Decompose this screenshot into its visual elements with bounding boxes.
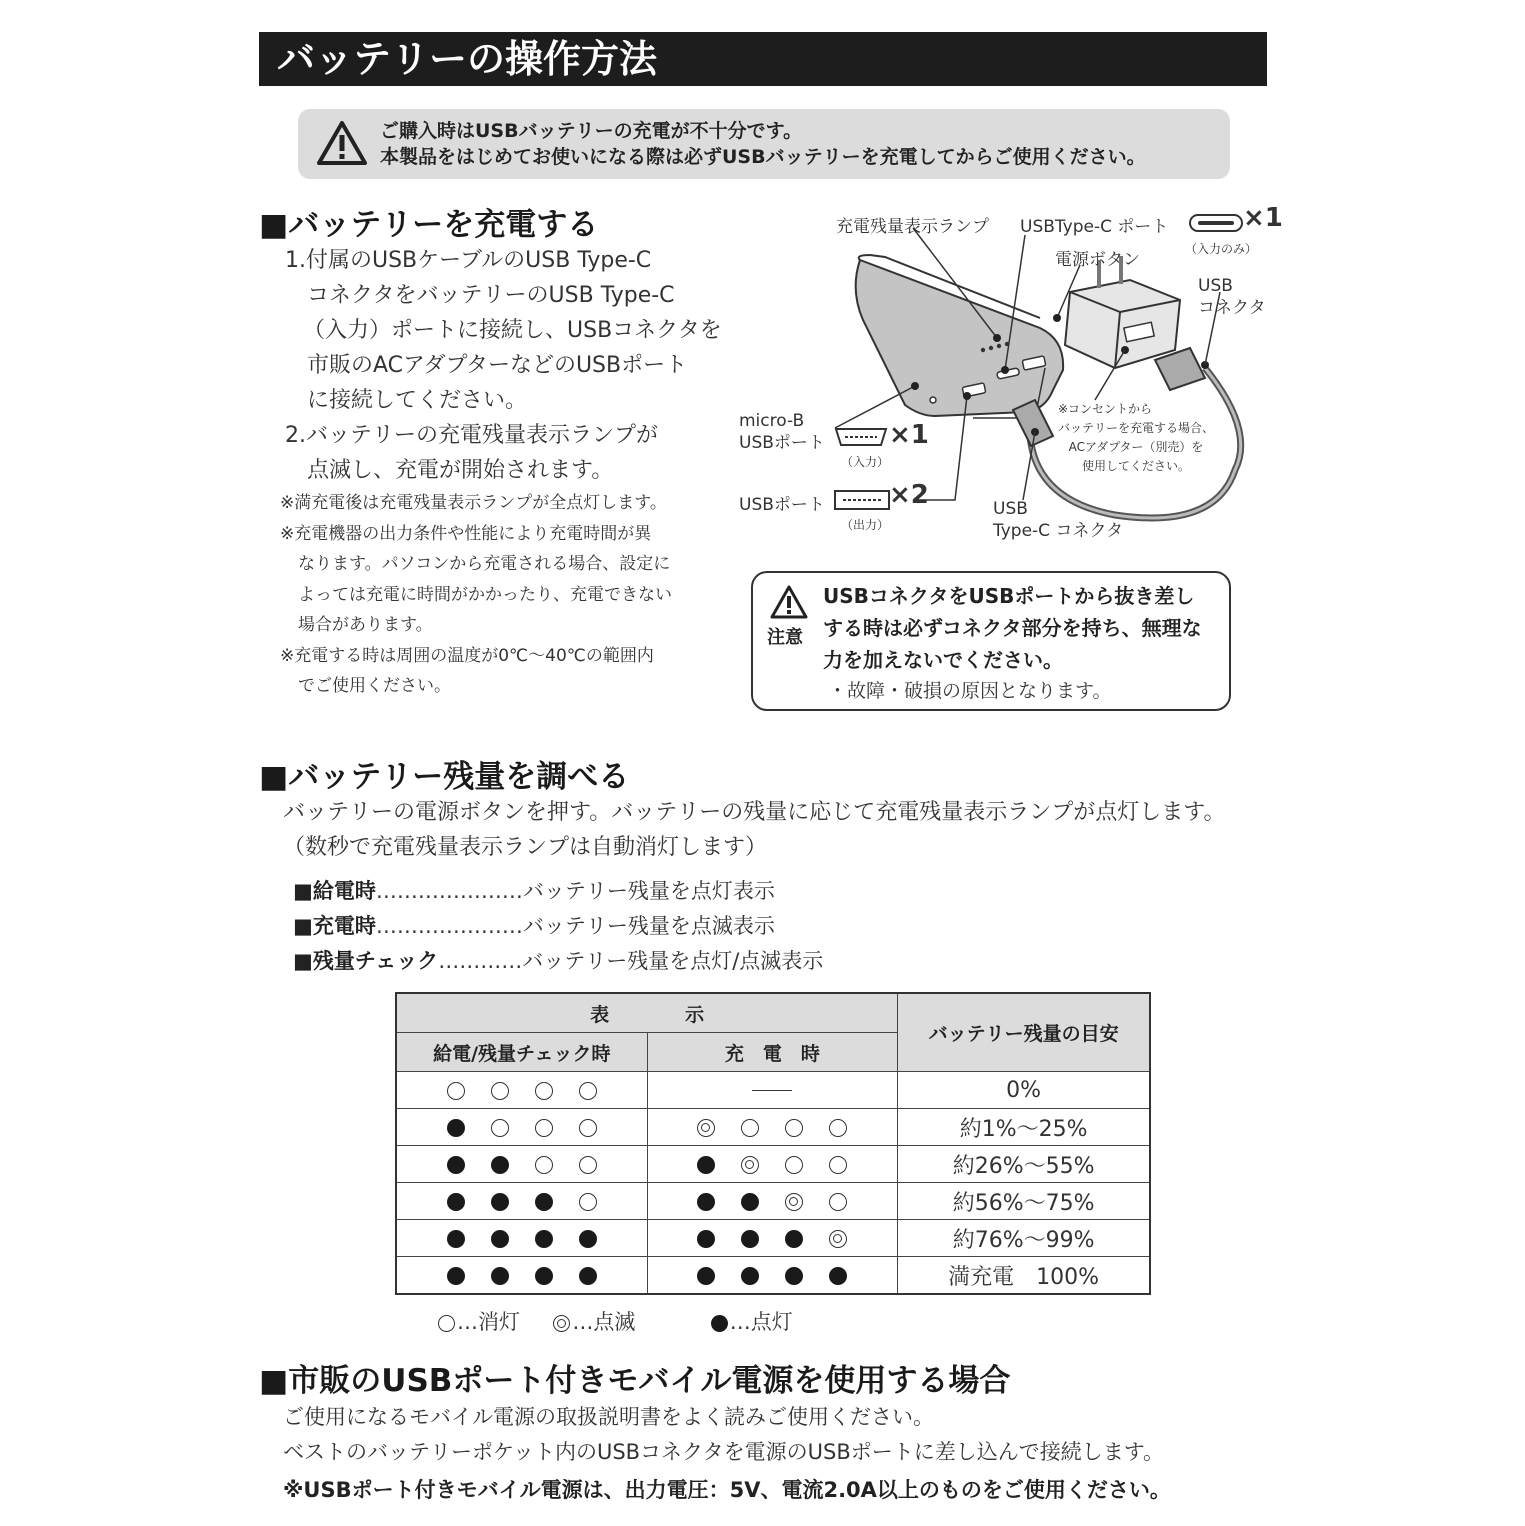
on-lamp-icon: [741, 1267, 759, 1285]
table-header-supply: 給電/残量チェック時: [396, 1033, 647, 1072]
page-title: バッテリーの操作方法: [259, 32, 1267, 86]
off-lamp-icon: [491, 1119, 509, 1137]
off-lamp-icon: [535, 1082, 553, 1100]
on-lamp-icon: [697, 1267, 715, 1285]
level-cell: 約1%〜25%: [898, 1109, 1150, 1146]
blink-lamp-icon: [785, 1193, 803, 1211]
note-line: ※充電機器の出力条件や性能により充電時間が異: [280, 523, 652, 544]
step-line: 1.付属のUSBケーブルのUSB Type-C: [285, 248, 652, 273]
charge-lamps-cell: [647, 1220, 898, 1257]
port-microb: [930, 397, 936, 403]
lamp-legend: …消灯 …点滅 …点灯: [438, 1306, 793, 1336]
check-line-1: バッテリーの電源ボタンを押す。バッテリーの残量に応じて充電残量表示ランプが点灯します。: [283, 800, 1226, 825]
off-lamp-icon: [579, 1119, 597, 1137]
on-lamp-icon: [785, 1267, 803, 1285]
caution-icon: [770, 585, 808, 619]
charge-heading: ■バッテリーを充電する: [259, 207, 599, 243]
on-lamp-icon: [447, 1230, 465, 1248]
mode-row-check: ■残量チェック…………バッテリー残量を点灯/点滅表示: [293, 949, 824, 973]
usb-port-icon: [833, 488, 891, 512]
on-lamp-icon: [697, 1156, 715, 1174]
off-lamp-icon: [579, 1082, 597, 1100]
caution-label: 注意: [767, 627, 803, 648]
off-lamp-icon: [535, 1119, 553, 1137]
check-line-2: （数秒で充電残量表示ランプは自動消灯します）: [283, 835, 768, 860]
check-heading: ■バッテリー残量を調べる: [259, 759, 630, 795]
step-line: （入力）ポートに接続し、USBコネクタを: [303, 318, 722, 343]
microb-count: ×1: [889, 420, 929, 450]
charge-lamps-cell: [647, 1257, 898, 1295]
typec-sub: （入力のみ）: [1185, 242, 1258, 256]
table-header-charge: 充 電 時: [647, 1033, 898, 1072]
on-lamp-icon: [535, 1230, 553, 1248]
notice-line-1: ご購入時はUSBバッテリーの充電が不十分です。: [380, 120, 803, 142]
notice-text: [380, 118, 1146, 170]
note-line: ※満充電後は充電残量表示ランプが全点灯します。: [280, 493, 667, 513]
table-row: [396, 1109, 1150, 1146]
lamp-label: 充電残量表示ランプ: [836, 217, 989, 237]
caution-sub: ・故障・破損の原因となります。: [828, 680, 1112, 702]
level-cell: 約26%〜55%: [898, 1146, 1150, 1183]
on-lamp-icon: [491, 1193, 509, 1211]
on-lamp-icon: [829, 1267, 847, 1285]
on-lamp-icon: [447, 1156, 465, 1174]
table-header-display: 表 示: [396, 993, 898, 1033]
typec-port-label: USBType-C ポート: [1020, 217, 1169, 237]
table-row: [396, 1146, 1150, 1183]
charge-lamps-cell: [647, 1146, 898, 1183]
warning-icon: [316, 120, 368, 166]
blink-lamp-icon: [697, 1119, 715, 1137]
on-lamp-icon: [491, 1267, 509, 1285]
lamp-table-body: [396, 1072, 1150, 1295]
on-lamp-icon: [741, 1193, 759, 1211]
microb-label: micro-B USBポート: [739, 411, 825, 453]
microb-port-icon: [833, 426, 889, 448]
charge-lamps-cell: [647, 1072, 898, 1109]
usb-port-label: USBポート: [739, 495, 825, 515]
power-button-label: 電源ボタン: [1055, 250, 1140, 270]
table-row: [396, 1220, 1150, 1257]
off-lamp-icon: [829, 1193, 847, 1211]
level-cell: 約76%〜99%: [898, 1220, 1150, 1257]
on-lamp-icon: [447, 1119, 465, 1137]
off-lamp-icon: [491, 1082, 509, 1100]
charge-steps: [285, 243, 722, 488]
table-row: [396, 1183, 1150, 1220]
off-lamp-icon: [579, 1193, 597, 1211]
supply-lamps-cell: [396, 1146, 647, 1183]
usb-port-count: ×2: [889, 480, 929, 510]
table-header-level: バッテリー残量の目安: [898, 993, 1150, 1072]
note-line: よっては充電に時間がかかったり、充電できない: [298, 584, 672, 605]
off-lamp-icon: [785, 1156, 803, 1174]
supply-lamps-cell: [396, 1220, 647, 1257]
table-row: [396, 1072, 1150, 1109]
on-lamp-icon: [579, 1230, 597, 1248]
step-line: 点滅し、充電が開始されます。: [307, 458, 614, 483]
on-lamp-icon: [447, 1267, 465, 1285]
lamp-dot: [981, 348, 985, 352]
on-lamp-icon: [491, 1230, 509, 1248]
off-lamp-icon: [829, 1119, 847, 1137]
on-lamp-icon: [697, 1230, 715, 1248]
on-lamp-icon: [697, 1193, 715, 1211]
lamp-dot: [989, 346, 993, 350]
charge-notes: [280, 488, 672, 702]
mobile-line-1: ご使用になるモバイル電源の取扱説明書をよく読みご使用ください。: [283, 1405, 934, 1429]
off-lamp-icon: [741, 1119, 759, 1137]
typec-count: ×1: [1243, 203, 1283, 233]
typec-port-icon: [1188, 212, 1246, 234]
off-lamp-icon: [579, 1156, 597, 1174]
mobile-heading: ■市販のUSBポート付きモバイル電源を使用する場合: [259, 1363, 1011, 1399]
step-line: に接続してください。: [307, 388, 528, 413]
level-cell: 満充電 100%: [898, 1257, 1150, 1295]
off-lamp-icon: [438, 1315, 455, 1332]
battery-body: [856, 260, 1063, 416]
level-cell: 約56%〜75%: [898, 1183, 1150, 1220]
on-lamp-icon: [535, 1267, 553, 1285]
step-line: 市販のACアダプターなどのUSBポート: [307, 353, 688, 378]
mobile-line-2: ベストのバッテリーポケット内のUSBコネクタを電源のUSBポートに差し込んで接続します。: [283, 1440, 1165, 1464]
caution-text: USBコネクタをUSBポートから抜き差し する時は必ずコネクタ部分を持ち、無理な 力を加えないでください。: [823, 584, 1202, 672]
off-lamp-icon: [829, 1156, 847, 1174]
off-lamp-icon: [447, 1082, 465, 1100]
notice-line-2: 本製品をはじめてお使いになる際は必ずUSBバッテリーを充電してからご使用ください。: [380, 146, 1146, 168]
on-lamp-icon: [741, 1230, 759, 1248]
step-line: 2.バッテリーの充電残量表示ランプが: [285, 423, 658, 448]
outlet-note: ※コンセントから バッテリーを充電する場合、 ACアダプター（別売）を 使用してください。: [1058, 402, 1215, 473]
microb-sub: （入力）: [841, 455, 890, 469]
on-lamp-icon: [711, 1315, 728, 1332]
note-line: でご使用ください。: [298, 676, 451, 696]
mode-row-charge: ■充電時…………………バッテリー残量を点滅表示: [293, 914, 775, 938]
usb-connector-label: USB コネクタ: [1198, 276, 1266, 318]
note-line: 場合があります。: [298, 615, 433, 635]
on-lamp-icon: [579, 1267, 597, 1285]
lamp-dot: [997, 344, 1001, 348]
charge-lamps-cell: [647, 1183, 898, 1220]
dash-mark: [752, 1090, 792, 1091]
mobile-line-3: ※USBポート付きモバイル電源は、出力電圧：5V、電流2.0A以上のものをご使用ください。: [283, 1478, 1171, 1502]
blink-lamp-icon: [553, 1315, 570, 1332]
off-lamp-icon: [785, 1119, 803, 1137]
off-lamp-icon: [535, 1156, 553, 1174]
note-line: なります。パソコンから充電される場合、設定に: [298, 554, 671, 574]
level-cell: 0%: [898, 1072, 1150, 1109]
typec-connector-label: USB Type-C コネクタ: [993, 499, 1124, 541]
supply-lamps-cell: [396, 1257, 647, 1295]
on-lamp-icon: [447, 1193, 465, 1211]
on-lamp-icon: [491, 1156, 509, 1174]
lamp-table: [395, 992, 1151, 1295]
blink-lamp-icon: [741, 1156, 759, 1174]
step-line: コネクタをバッテリーのUSB Type-C: [307, 283, 675, 308]
note-line: ※充電する時は周囲の温度が0℃〜40℃の範囲内: [280, 645, 654, 666]
table-row: [396, 1257, 1150, 1295]
blink-lamp-icon: [829, 1230, 847, 1248]
usb-port-sub: （出力）: [841, 518, 890, 532]
supply-lamps-cell: [396, 1072, 647, 1109]
on-lamp-icon: [785, 1230, 803, 1248]
supply-lamps-cell: [396, 1109, 647, 1146]
mode-row-supply: ■給電時…………………バッテリー残量を点灯表示: [293, 879, 775, 903]
supply-lamps-cell: [396, 1183, 647, 1220]
on-lamp-icon: [535, 1193, 553, 1211]
charge-lamps-cell: [647, 1109, 898, 1146]
